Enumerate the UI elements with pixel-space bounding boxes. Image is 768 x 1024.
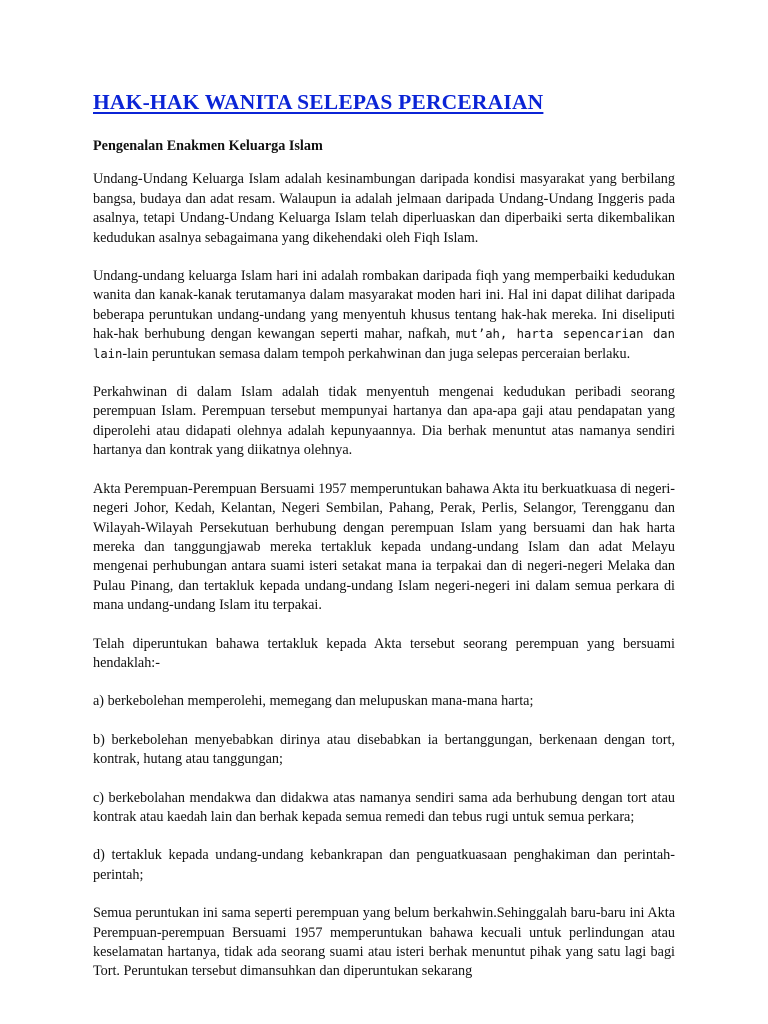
paragraph-2-end: -lain peruntukan semasa dalam tempoh perkahwinan dan juga selepas perceraian berlaku. <box>122 345 631 362</box>
paragraph-6: Semua peruntukan ini sama seperti perempuan yang belum berkahwin.Sehinggalah baru-baru ini Akta Perempuan-perempuan Bersuami 1957 memperuntukan bahawa kecuali untuk perlindungan atau keselamatan hartanya, tidak ada seorang suami atau isteri berhak menuntut pihak yang satu lagi bagi Tort. Peruntukan tersebut dimansuhkan dan diperuntukan sekarang <box>93 905 675 980</box>
paragraph-2-mono-run: mut’ah, harta sepencarian dan lain <box>93 327 675 361</box>
paragraph-4: Akta Perempuan-Perempuan Bersuami 1957 memperuntukan bahawa Akta itu berkuatkuasa di negeri-negeri Johor, Kedah, Kelantan, Negeri Sembilan, Pahang, Perak, Perlis, Selangor, Terengganu dan Wilayah-Wilayah Persekutuan berhubung dengan perempuan Islam yang bersuami dan hak harta mereka dan tanggungjawab mereka tertakluk kepada undang-undang Islam dan adat Melayu mengenai perhubungan antara suami isteri setakat mana ia terpakai dan di negeri-negeri Melaka dan Pulau Pinang, dan tertakluk kepada undang-undang Islam negeri-negeri ini dalam semua perkara di mana undang-undang Islam itu terpakai. <box>93 480 675 614</box>
list-item-b: b) berkebolehan menyebabkan dirinya atau disebabkan ia bertanggungan, berkenaan dengan tort, kontrak, hutang atau tanggungan; <box>93 731 675 768</box>
paragraph-1: Undang-Undang Keluarga Islam adalah kesinambungan daripada kondisi masyarakat yang berbilang bangsa, budaya dan adat resam. Walaupun ia adalah jelmaan daripada Undang-Undang Inggeris pada asalnya, tetapi Undang-Undang Keluarga Islam telah diperluaskan dan diperbaiki serta dikembalikan kedudukan asalnya sebagaimana yang dikehendaki oleh Fiqh Islam. <box>93 171 675 246</box>
list-item-c: c) berkebolahan mendakwa dan didakwa atas namanya sendiri sama ada berhubung dengan tort atau kontrak atau kaedah lain dan berhak kepada semua remedi dan tebus rugi untuk semua perkara; <box>93 789 675 825</box>
section-heading: Pengenalan Enakmen Keluarga Islam <box>93 138 323 154</box>
list-item-a: a) berkebolehan memperolehi, memegang dan melupuskan mana-mana harta; <box>93 693 534 710</box>
document-title: HAK-HAK WANITA SELEPAS PERCERAIAN <box>93 90 544 114</box>
list-item-d: d) tertakluk kepada undang-undang kebankrapan dan penguatkuasaan penghakiman dan perintah-perintah; <box>93 847 675 883</box>
paragraph-2-start: Undang-undang keluarga Islam hari ini adalah rombakan daripada fiqh yang memperbaiki kedudukan wanita dan kanak-kanak terutamanya dalam masyarakat moden hari ini. Hal ini dapat dilihat daripada beberapa peruntukan undang-undang yang menyentuh khusus tentang hak-hak mereka. Ini diseliputi hak-hak berhubung dengan kewangan seperti mahar, nafkah, <box>93 268 675 343</box>
document-page <box>93 88 675 1001</box>
paragraph-5: Telah diperuntukan bahawa tertakluk kepada Akta tersebut seorang perempuan yang bersuami hendaklah:- <box>93 635 675 671</box>
paragraph-3: Perkahwinan di dalam Islam adalah tidak menyentuh mengenai kedudukan peribadi seorang perempuan Islam. Perempuan tersebut mempunyai hartanya dan apa-apa gaji atau pendapatan yang diperolehi atau didapati olehnya adalah kepunyaannya. Dia berhak menuntut atas namanya sendiri hartanya dan kontrak yang diikatnya olehnya. <box>93 384 675 459</box>
paragraph-2 <box>93 267 675 364</box>
